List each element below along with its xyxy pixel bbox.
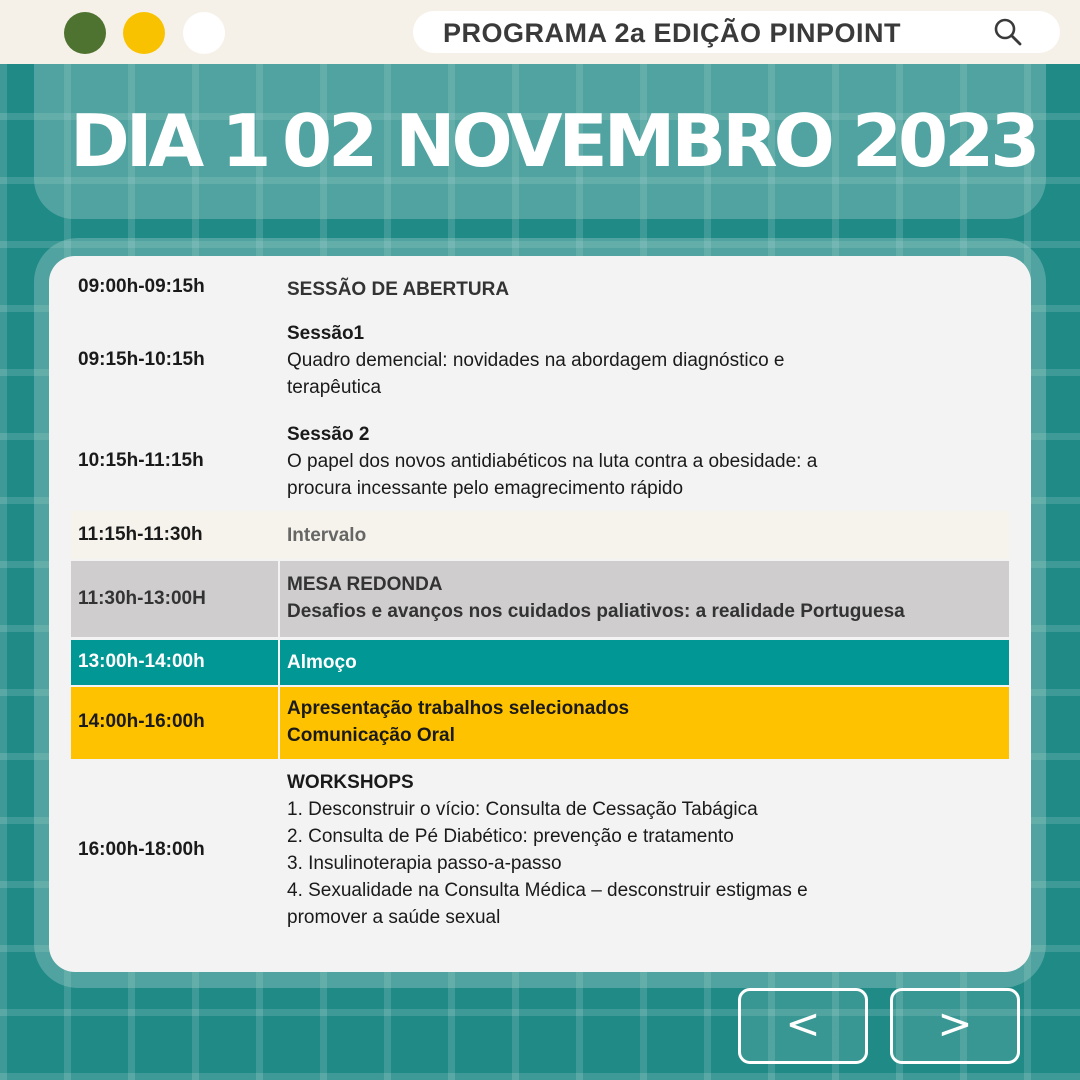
yellow-dot xyxy=(123,12,165,54)
search-icon[interactable] xyxy=(993,17,1023,47)
workshop-item: promover a saúde sexual xyxy=(287,907,501,928)
day-label: DIA 1 xyxy=(70,99,268,183)
page-title: PROGRAMA 2a EDIÇÃO PINPOINT xyxy=(443,18,902,48)
row-description: O papel dos novos antidiabéticos na luta contra a obesidade: a xyxy=(287,451,818,472)
row-title: WORKSHOPS xyxy=(287,772,414,793)
schedule-row-intervalo xyxy=(71,511,1009,559)
row-title: Sessão 2 xyxy=(287,424,370,445)
row-time: 11:30h-13:00H xyxy=(78,588,206,609)
row-description: Desafios e avanços nos cuidados paliativos: a realidade Portuguesa xyxy=(287,601,905,622)
row-time: 13:00h-14:00h xyxy=(78,651,205,672)
schedule-row-mesa-redonda xyxy=(71,561,1009,637)
search-bar[interactable] xyxy=(413,11,1060,53)
column-divider xyxy=(278,561,280,637)
row-title: Intervalo xyxy=(287,525,367,546)
row-time: 10:15h-11:15h xyxy=(78,450,204,471)
chevron-left-icon: < xyxy=(785,999,821,1048)
row-time: 09:00h-09:15h xyxy=(78,276,205,297)
green-dot xyxy=(64,12,106,54)
prev-button[interactable] xyxy=(738,988,868,1064)
row-time: 16:00h-18:00h xyxy=(78,839,205,860)
row-time: 11:15h-11:30h xyxy=(78,524,203,545)
row-title: Apresentação trabalhos selecionados xyxy=(287,698,630,719)
top-bar xyxy=(0,0,1080,64)
column-divider xyxy=(278,687,280,759)
next-button[interactable] xyxy=(890,988,1020,1064)
date-label: 02 NOVEMBRO 2023 xyxy=(282,99,1037,183)
row-title: SESSÃO DE ABERTURA xyxy=(287,279,510,300)
chevron-right-icon: > xyxy=(937,999,973,1048)
row-description: procura incessante pelo emagrecimento rápido xyxy=(287,478,684,499)
workshop-item: 1. Desconstruir o vício: Consulta de Cessação Tabágica xyxy=(287,799,758,820)
schedule-row-sessao1 xyxy=(71,318,1009,402)
row-description: terapêutica xyxy=(287,377,382,398)
workshop-item: 4. Sexualidade na Consulta Médica – desconstruir estigmas e xyxy=(287,880,808,901)
schedule-row-workshops xyxy=(71,767,1009,937)
row-title: Sessão1 xyxy=(287,323,365,344)
column-divider xyxy=(278,640,280,685)
workshop-item: 2. Consulta de Pé Diabético: prevenção e tratamento xyxy=(287,826,734,847)
schedule-row-apresentacao xyxy=(71,687,1009,759)
white-dot xyxy=(183,12,225,54)
workshop-item: 3. Insulinoterapia passo-a-passo xyxy=(287,853,562,874)
schedule-row-abertura xyxy=(71,272,1009,302)
row-description: Comunicação Oral xyxy=(287,725,455,746)
row-time: 14:00h-16:00h xyxy=(78,711,205,732)
schedule-row-sessao2 xyxy=(71,419,1009,503)
row-title: MESA REDONDA xyxy=(287,574,443,595)
row-title: Almoço xyxy=(287,652,357,673)
row-description: Quadro demencial: novidades na abordagem diagnóstico e xyxy=(287,350,785,371)
schedule-row-almoco xyxy=(71,640,1009,685)
day-banner xyxy=(34,64,1046,219)
row-time: 09:15h-10:15h xyxy=(78,349,205,370)
